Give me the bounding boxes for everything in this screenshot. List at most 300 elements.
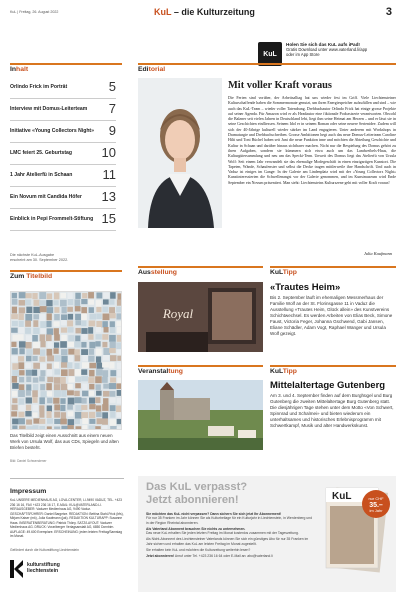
mosaic-tile	[32, 356, 37, 361]
mosaic-tile	[33, 314, 39, 319]
toc-item-title: LMC feiert 25. Geburtstag	[10, 150, 72, 156]
price-badge-1: nur CHF	[368, 496, 384, 501]
mosaic-tile	[61, 369, 68, 376]
mosaic-tile	[26, 342, 32, 349]
toc-item-title: Initiative «Young Collectors Night»	[10, 128, 94, 134]
mosaic-tile	[95, 384, 100, 390]
impressum-body: KuL UNSERE MEDIENHAUS AG, LOVA-CENTER, LI-9490 VADUZ, TEL. +423 236 16 16, FAX +423 236 16 17, E-MAIL: KUL@VATERLAND.LI. HERAUSGEBER: Vaduzer Medienhaus AG, 9490 Vaduz. GESCHÄFTSFÜHRER: Daniel Bargetze. REDAKTION: Bettina Stahl-Frick (bfs), Mirjam Kaiser (mk), Julia Kaufmann (jak). REDAKTION KULTURAPP: Susanne Haas. INSERATENBERATUNG: Patrick Thöny. SATZ/LAYOUT: Vaduzer Medienhaus AG. DRUCK: Vorarlberger Verlagsanstalt AG, 6850 Dornbirn. AUFLAGE: 49.600 Exemplare. ERSCHEINUNG: jeden letzten Freitag/Samstag im Monat.	[10, 498, 124, 538]
next-issue-line-1: Die nächste KuL-Ausgabe	[10, 253, 55, 257]
news-heading-a: Veranstal	[138, 368, 169, 375]
mosaic-tile	[19, 377, 24, 383]
mosaic-tile	[89, 363, 96, 369]
mosaic-tile	[103, 384, 109, 389]
mosaic-tile	[18, 356, 24, 361]
mosaic-tile	[11, 411, 17, 416]
mosaic-tile	[46, 383, 52, 390]
mosaic-tile	[61, 335, 67, 342]
mosaic-tile	[96, 412, 102, 417]
exhibition-body: Bis 2. September läuft im ehemaligen Messmerhaus der Familie Wolf an der St. Florinsgasse 11 in Vaduz die Ausstellung «Trautes Heim, Glück allein» des Kunstvereins Schichtwechsel. Es werden Arbeiten von Elias Beck, Simone Faust, Victoria Feger, Johanna Gschwend, Gabi Jansen, Eliane Schädler, Adam Vogt, Raphael Wanger und Ursula Wolf gezeigt.	[270, 295, 393, 337]
mosaic-tile	[40, 384, 45, 390]
exhibition-title: «Trautes Heim»	[270, 282, 341, 293]
toc-item-title: Einblick in Pepi Frommelt-Stiftung	[10, 216, 94, 222]
toc-item-page: 10	[101, 145, 116, 160]
mosaic-tile	[54, 412, 60, 418]
mosaic-tile	[95, 341, 100, 346]
mosaic-tile	[46, 334, 52, 341]
mosaic-tile	[89, 314, 96, 320]
mosaic-tile	[12, 419, 18, 425]
editorial-heading-b: torial	[148, 66, 166, 73]
mosaic-tile	[102, 321, 108, 327]
mosaic-tile	[39, 397, 45, 404]
mosaic-tile	[11, 314, 18, 319]
mosaic-tile	[82, 362, 89, 368]
mosaic-tile	[75, 320, 81, 325]
mosaic-tile	[26, 419, 32, 424]
castle-svg	[138, 380, 263, 450]
mosaic-tile	[33, 425, 39, 430]
mosaic-tile	[60, 300, 67, 307]
mosaic-tile	[81, 376, 88, 381]
sub-p4: Sie erhalten kein KuL und möchten die Kulturzeitung weiterhin lesen?	[146, 547, 251, 552]
section-bar	[10, 270, 122, 272]
mosaic-tile	[103, 293, 109, 299]
mosaic-tile	[103, 314, 110, 321]
price-badge-2: 35.–	[369, 502, 383, 509]
mosaic-tile	[110, 411, 115, 418]
mosaic-tile	[33, 384, 38, 390]
mosaic-tile	[110, 370, 116, 376]
mosaic-tile	[96, 334, 102, 339]
mosaic-tile	[67, 362, 72, 368]
mosaic-tile	[117, 377, 122, 383]
mosaic-tile	[68, 314, 73, 320]
editorial-heading-a: Edi	[138, 66, 149, 73]
mosaic-tile	[103, 355, 109, 360]
mosaic-tile	[47, 307, 54, 313]
mosaic-tile	[81, 320, 86, 326]
promo-line-1: Holen Sie sich das KuL aufs iPad!	[286, 42, 360, 47]
mosaic-tile	[47, 328, 53, 335]
mosaic-tile	[26, 349, 33, 355]
mosaic-tile	[116, 313, 122, 319]
mosaic-tile	[47, 293, 52, 299]
mosaic-tile	[18, 362, 24, 369]
mosaic-tile	[60, 398, 65, 404]
mosaic-tile	[96, 327, 101, 332]
mosaic-tile	[18, 412, 24, 418]
mosaic-tile	[68, 342, 74, 347]
mosaic-tile	[12, 370, 19, 377]
section-bar	[138, 266, 263, 268]
mosaic-tile	[117, 412, 122, 417]
mosaic-tile	[68, 398, 75, 405]
mosaic-tile	[74, 341, 81, 347]
mosaic-tile	[89, 349, 95, 355]
mosaic-svg	[11, 292, 122, 430]
mosaic-tile	[82, 425, 87, 430]
next-issue-line-2: erscheint am 30. September 2022.	[10, 257, 69, 262]
mosaic-tile	[46, 300, 52, 306]
mosaic-tile	[81, 299, 87, 304]
mosaic-tile	[53, 348, 58, 354]
editorial-heading	[138, 66, 165, 73]
mosaic-tile	[89, 419, 95, 424]
toc-item-page: 9	[108, 123, 116, 138]
mosaic-tile	[88, 292, 94, 298]
mosaic-tile	[109, 348, 116, 353]
mosaic-tile	[18, 418, 25, 424]
news-heading-a: Aus	[138, 269, 151, 276]
mosaic-tile	[110, 292, 116, 299]
mosaic-tile	[110, 321, 115, 327]
mosaic-tile	[12, 405, 18, 411]
mosaic-tile	[54, 314, 60, 320]
app-promo	[286, 42, 398, 58]
mosaic-tile	[19, 426, 26, 430]
toc-item-title: 1 Jahr Atelierfü in Schaan	[10, 172, 73, 178]
cover-credit: Bild: Daniel Schwendener	[10, 459, 47, 463]
subscription-body	[146, 512, 314, 560]
mosaic-tile	[61, 314, 67, 320]
mosaic-tile	[12, 348, 18, 354]
toc-item-title: Orlindo Frick im Porträt	[10, 84, 68, 90]
mosaic-tile	[40, 321, 46, 328]
mosaic-tile	[26, 376, 31, 382]
mosaic-tile	[12, 383, 19, 389]
mosaic-tile	[75, 383, 81, 388]
mosaic-tile	[102, 404, 108, 411]
mosaic-tile	[96, 356, 101, 362]
mosaic-tile	[82, 293, 87, 298]
mosaic-tile	[102, 377, 108, 383]
mosaic-tile	[75, 377, 81, 382]
mosaic-tile	[18, 398, 24, 405]
mosaic-tile	[110, 391, 116, 397]
mosaic-tile	[54, 404, 60, 410]
mosaic-tile	[96, 321, 102, 327]
mosaic-tile	[54, 384, 60, 390]
editorial-signature: Julia Kaufmann	[363, 251, 392, 256]
toc-item-title: Interview mit Domus-Leiterteam	[10, 106, 88, 112]
mosaic-tile	[103, 299, 109, 304]
sub-p2-bold: Als Vaterland Abonnent brauchen Sie nichts zu unternehmen.	[146, 526, 246, 531]
mosaic-tile	[82, 334, 88, 340]
magazine-title: KuL	[332, 491, 352, 502]
mosaic-tile	[117, 356, 122, 361]
mosaic-tile	[19, 384, 24, 390]
mosaic-tile	[89, 384, 94, 390]
mosaic-tile	[102, 426, 107, 430]
mosaic-tile	[110, 342, 116, 349]
mosaic-tile	[68, 299, 74, 305]
mosaic-tile	[109, 335, 116, 342]
mosaic-tile	[25, 300, 31, 306]
mosaic-tile	[75, 314, 81, 320]
toc-item[interactable]	[10, 166, 116, 187]
mosaic-tile	[81, 369, 87, 375]
header-title	[154, 7, 255, 17]
tipp-a: KuL	[270, 368, 283, 375]
mosaic-tile	[12, 363, 18, 370]
mosaic-tile	[39, 356, 45, 361]
logo-line-1: kulturstiftung	[27, 562, 60, 568]
mosaic-tile	[68, 369, 74, 376]
mosaic-tile	[26, 307, 32, 313]
mosaic-tile	[81, 412, 88, 419]
toc-item[interactable]	[10, 188, 116, 209]
mosaic-tile	[110, 398, 116, 403]
tipp-b: Tipp	[282, 368, 297, 375]
mosaic-tile	[116, 383, 122, 389]
mosaic-tile	[75, 335, 80, 341]
mosaic-tile	[89, 425, 96, 430]
tipp-a: KuL	[270, 269, 283, 276]
mosaic-tile	[116, 342, 121, 349]
mosaic-tile	[33, 320, 38, 327]
toc-item-page: 7	[108, 101, 116, 116]
mosaic-tile	[117, 398, 122, 404]
mosaic-tile	[96, 418, 102, 424]
mosaic-tile	[54, 355, 60, 361]
mosaic-tile	[61, 320, 66, 325]
mosaic-tile	[33, 328, 39, 335]
mosaic-tile	[39, 376, 45, 381]
mosaic-tile	[81, 307, 87, 314]
toc-item[interactable]	[10, 210, 116, 231]
subscription-title-1: Das KuL verpasst?	[146, 481, 248, 493]
mosaic-tile	[18, 327, 24, 333]
mosaic-tile	[40, 328, 47, 333]
price-badge-3: im Jahr	[369, 508, 383, 513]
mosaic-tile	[54, 419, 61, 424]
mosaic-tile	[40, 370, 45, 376]
mosaic-tile	[33, 377, 39, 382]
mosaic-tile	[109, 307, 115, 313]
mosaic-tile	[96, 349, 102, 356]
mosaic-tile	[109, 419, 116, 426]
mosaic-tile	[67, 307, 73, 312]
cover-caption: Das Titelbild zeigt einen Ausschnitt aus einem neuen Werk von Ursula Wolf, das aus CDs, Spiegeln und alten Briefen besteht.	[10, 433, 119, 450]
mosaic-tile	[68, 419, 75, 425]
kultipp-heading	[270, 269, 297, 276]
kultipp-heading	[270, 368, 297, 375]
mosaic-tile	[89, 404, 95, 409]
mosaic-tile	[88, 391, 94, 396]
mosaic-tile	[25, 411, 31, 416]
mosaic-tile	[75, 412, 82, 419]
toc-item[interactable]	[10, 122, 116, 143]
mosaic-tile	[61, 362, 68, 367]
mosaic-tile	[75, 369, 82, 376]
mosaic-tile	[110, 426, 117, 430]
mosaic-tile	[102, 362, 109, 367]
mosaic-tile	[26, 397, 32, 403]
sub-p1-bold: Sie möchten das KuL nicht verpassen? Dann sichern Sie sich jetzt Ihr Abonnement!	[146, 512, 282, 516]
mosaic-tile	[102, 307, 108, 313]
mosaic-tile	[75, 363, 80, 370]
mosaic-tile	[26, 370, 33, 376]
mosaic-tile	[12, 391, 17, 397]
toc-item-page: 11	[102, 167, 116, 182]
mosaic-tile	[117, 370, 122, 377]
mosaic-tile	[39, 300, 46, 306]
mosaic-tile	[61, 328, 67, 333]
mosaic-tile	[18, 334, 24, 340]
mosaic-tile	[117, 419, 122, 424]
mosaic-tile	[53, 321, 59, 326]
mosaic-tile	[89, 307, 94, 313]
mosaic-tile	[109, 383, 116, 389]
section-bar	[10, 63, 122, 65]
mosaic-tile	[68, 355, 73, 362]
mosaic-tile	[68, 335, 74, 341]
mosaic-tile	[40, 363, 47, 370]
mosaic-tile	[89, 398, 95, 404]
mosaic-tile	[103, 398, 108, 405]
mosaic-tile	[61, 390, 66, 397]
mosaic-tile	[88, 334, 93, 340]
mosaic-tile	[47, 377, 53, 382]
mosaic-tile	[96, 300, 102, 307]
mosaic-tile	[102, 418, 108, 424]
mosaic-tile	[19, 348, 24, 354]
mosaic-tile	[33, 307, 40, 313]
mosaic-tile	[81, 313, 87, 320]
mosaic-tile	[60, 293, 66, 298]
sub-p2: Das neue KuL erhalten Sie jeden letzten Freitag im Monat kostenlos zusammen mit der Tageszeitung.	[146, 531, 299, 536]
subscription-title	[146, 481, 247, 507]
mosaic-tile	[103, 348, 110, 355]
kul-app-icon[interactable]: KuL	[258, 42, 282, 66]
event-title: Mittelaltertage Gutenberg	[270, 380, 386, 391]
editorial-title: Mit voller Kraft voraus	[228, 80, 332, 91]
mosaic-tile	[68, 327, 74, 332]
mosaic-tile	[110, 377, 116, 382]
mosaic-tile	[116, 405, 121, 412]
mosaic-tile	[60, 377, 65, 384]
mosaic-tile	[96, 405, 101, 411]
mosaic-tile	[110, 327, 116, 333]
mosaic-tile	[67, 384, 73, 389]
next-issue-note	[10, 253, 68, 262]
mosaic-tile	[67, 390, 74, 395]
mosaic-tile	[12, 321, 18, 326]
mosaic-tile	[33, 348, 40, 354]
mosaic-tile	[75, 426, 81, 430]
mosaic-tile	[25, 328, 31, 334]
mosaic-tile	[47, 363, 52, 369]
mosaic-tile	[117, 327, 122, 333]
promo-line-2[interactable]: Gratis Download unter www.vaterland.li/app	[286, 47, 368, 53]
mosaic-tile	[12, 425, 17, 430]
cover-heading-b: Titelbild	[26, 273, 53, 280]
mosaic-tile	[25, 320, 31, 326]
impressum-support: Gefördert durch die Kulturstiftung Liechtenstein	[10, 548, 79, 552]
mosaic-tile	[47, 313, 52, 320]
mosaic-tile	[33, 342, 40, 348]
mosaic-tile	[67, 425, 73, 430]
sub-p5[interactable]: Anruf unter Tel. +423 236 16 64 oder E-Mail an: abo@vaterland.li	[174, 553, 273, 558]
mosaic-tile	[109, 299, 114, 305]
mosaic-tile	[103, 327, 108, 332]
subscription-title-2: Jetzt abonnieren!	[146, 494, 239, 506]
editor-portrait	[138, 78, 222, 228]
mosaic-tile	[40, 391, 47, 397]
mosaic-tile	[82, 418, 88, 424]
mosaic-tile	[60, 341, 67, 348]
exhibition-photo	[138, 282, 263, 352]
mosaic-tile	[33, 418, 40, 423]
sub-p1: Für nur 35 Franken im Jahr können Sie als Kulturbeilage für ein Kulturjahr in Liechtenstein, in Werdenberg und in der Region Rheintal abonnieren.	[146, 516, 312, 525]
header-date: KuL | Freitag, 26. August 2022	[10, 10, 59, 14]
mosaic-tile	[95, 426, 100, 430]
mosaic-tile	[39, 405, 44, 411]
mosaic-tile	[12, 299, 18, 305]
toc-heading-a: In	[10, 66, 17, 73]
toc-item[interactable]	[10, 100, 116, 121]
mosaic-tile	[96, 369, 103, 376]
mosaic-tile	[11, 328, 18, 333]
mosaic-tile	[32, 293, 37, 299]
mosaic-tile	[117, 293, 122, 299]
mosaic-tile	[19, 292, 26, 298]
mosaic-tile	[19, 307, 25, 313]
news-heading-b: tung	[168, 368, 183, 375]
mosaic-tile	[32, 390, 38, 397]
mosaic-tile	[75, 355, 81, 361]
kulturstiftung-logo-icon	[10, 560, 24, 578]
mosaic-tile	[11, 342, 16, 347]
sub-p5-bold[interactable]: Jetzt abonnieren!	[146, 553, 175, 558]
mosaic-tile	[25, 293, 31, 298]
toc-heading-b: halt	[16, 66, 29, 73]
mosaic-tile	[47, 369, 52, 376]
section-bar	[138, 365, 263, 367]
mosaic-tile	[67, 404, 73, 409]
cover-heading	[10, 273, 52, 280]
mosaic-tile	[74, 391, 80, 396]
toc-item[interactable]	[10, 78, 116, 99]
mosaic-tile	[89, 342, 95, 349]
mosaic-tile	[60, 405, 65, 411]
exhibition-svg	[138, 282, 263, 352]
mosaic-tile	[82, 355, 88, 361]
toc-item[interactable]	[10, 144, 116, 165]
mosaic-tile	[116, 349, 122, 354]
portrait-svg	[138, 78, 222, 228]
exhibition-heading	[138, 269, 177, 276]
castle-photo	[138, 380, 263, 450]
mosaic-tile	[47, 398, 52, 404]
tipp-b: Tipp	[282, 269, 297, 276]
mosaic-tile	[89, 320, 96, 326]
cover-mosaic-image	[10, 291, 122, 430]
mosaic-tile	[39, 419, 45, 424]
impressum-title: Impressum	[10, 488, 47, 495]
mosaic-tile	[19, 300, 25, 306]
mosaic-tile	[53, 398, 59, 404]
mosaic-tile	[117, 335, 122, 342]
mosaic-tile	[40, 349, 45, 356]
mosaic-tile	[61, 384, 68, 390]
mosaic-tile	[103, 391, 109, 397]
mosaic-tile	[61, 349, 67, 355]
mosaic-tile	[110, 313, 116, 318]
mosaic-tile	[96, 314, 101, 319]
mosaic-tile	[19, 341, 26, 347]
mosaic-tile	[61, 307, 66, 313]
